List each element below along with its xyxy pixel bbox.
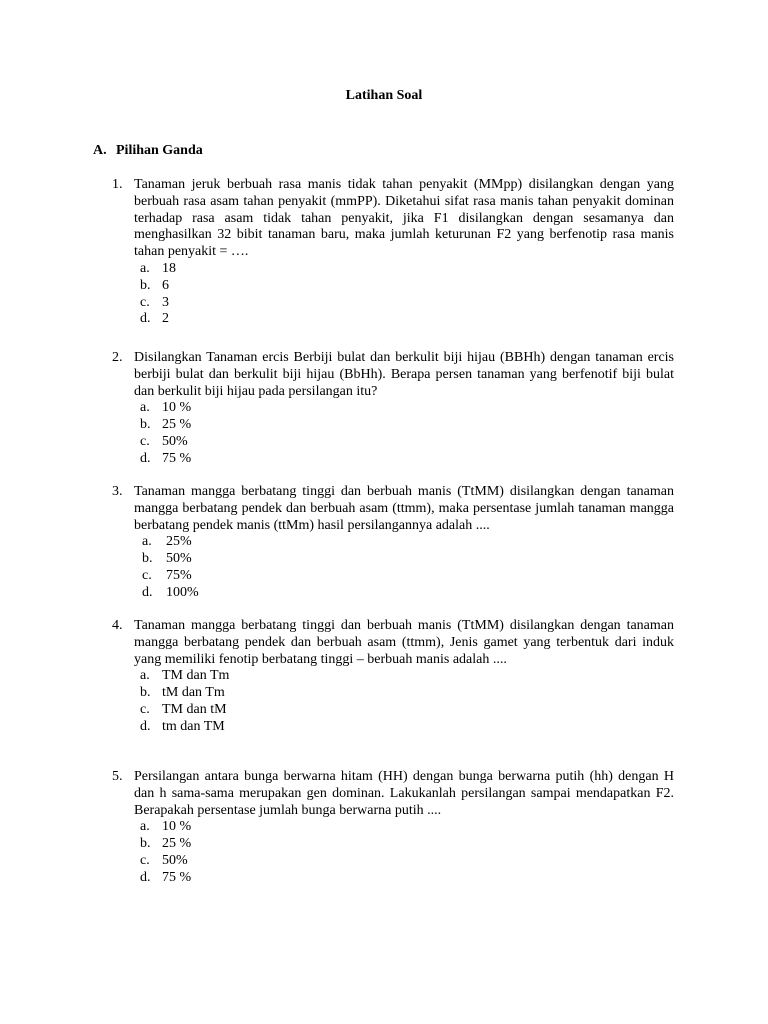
option-b — [142, 551, 674, 568]
option-text: 10 % — [162, 819, 192, 835]
option-letter: c. — [140, 433, 150, 449]
option-b — [140, 836, 674, 853]
option-letter: d. — [140, 450, 151, 466]
option-letter: d. — [140, 869, 151, 885]
option-letter: d. — [140, 311, 151, 327]
section-heading — [93, 143, 203, 159]
question-number: 2. — [112, 350, 123, 365]
option-a — [140, 261, 674, 278]
question-number: 3. — [112, 484, 123, 499]
option-text: 50% — [166, 551, 192, 567]
option-letter: a. — [140, 819, 150, 835]
option-letter: b. — [140, 277, 151, 293]
option-letter: c. — [140, 852, 150, 868]
option-a — [142, 534, 674, 551]
option-text: 25% — [166, 534, 192, 550]
option-d — [140, 719, 674, 736]
option-text: 75 % — [162, 450, 192, 466]
option-letter: b. — [140, 685, 151, 701]
option-text: 18 — [162, 260, 176, 276]
option-d — [140, 311, 674, 328]
question-5 — [112, 769, 674, 887]
option-text: tm dan TM — [162, 718, 225, 734]
option-text: TM dan Tm — [162, 668, 230, 684]
option-text: 75 % — [162, 869, 192, 885]
option-b — [140, 417, 674, 434]
option-text: 100% — [166, 584, 199, 600]
option-b — [140, 685, 674, 702]
option-letter: b. — [140, 836, 151, 852]
option-text: TM dan tM — [162, 701, 227, 717]
option-letter: b. — [140, 417, 151, 433]
question-number: 1. — [112, 177, 123, 192]
option-text: 50% — [162, 852, 188, 868]
option-letter: a. — [140, 668, 150, 684]
option-letter: a. — [140, 400, 150, 416]
option-text: 6 — [162, 277, 169, 293]
option-d — [142, 585, 674, 602]
answer-options — [140, 668, 674, 735]
question-text: Persilangan antara bunga berwarna hitam (HH) dengan bunga berwarna putih (hh) dengan H dan h sama-sama merupakan gen dominan. Lakukanlah persilangan sampai mendapatkan F2. Berapakah persentase jumlah bunga berwarna putih .... — [134, 769, 674, 818]
option-text: 2 — [162, 311, 169, 327]
answer-options — [140, 819, 674, 886]
question-text: Tanaman jeruk berbuah rasa manis tidak tahan penyakit (MMpp) disilangkan dengan yang berbuah rasa asam tahan penyakit (mmPP). Diketahui sifat rasa manis tahan penyakit dominan terhadap rasa asam tidak tahan penyakit, jika F1 disilangkan dengan sesamanya dan menghasilkan 32 bibit tanaman baru, maka jumlah keturunan F2 yang berfenotip rasa manis tahan penyakit = …. — [134, 177, 674, 260]
option-text: 75% — [166, 567, 192, 583]
option-b — [140, 278, 674, 295]
option-c — [140, 853, 674, 870]
section-label: Pilihan Ganda — [116, 143, 203, 158]
option-a — [140, 819, 674, 836]
option-letter: d. — [142, 584, 153, 600]
option-c — [140, 295, 674, 312]
question-2 — [112, 350, 674, 468]
option-letter: c. — [140, 701, 150, 717]
option-text: 50% — [162, 433, 188, 449]
option-text: 25 % — [162, 417, 192, 433]
option-c — [142, 568, 674, 585]
option-text: 10 % — [162, 400, 192, 416]
option-letter: b. — [142, 551, 153, 567]
option-c — [140, 434, 674, 451]
option-c — [140, 702, 674, 719]
option-letter: a. — [140, 260, 150, 276]
page-title: Latihan Soal — [345, 88, 423, 103]
option-text: 25 % — [162, 836, 192, 852]
option-a — [140, 400, 674, 417]
option-text: 3 — [162, 294, 169, 310]
question-number: 5. — [112, 769, 123, 784]
question-1 — [112, 177, 674, 328]
option-text: tM dan Tm — [162, 685, 225, 701]
option-letter: c. — [142, 567, 152, 583]
option-d — [140, 451, 674, 468]
option-d — [140, 870, 674, 887]
option-a — [140, 668, 674, 685]
option-letter: d. — [140, 718, 151, 734]
answer-options — [142, 534, 674, 601]
question-text: Tanaman mangga berbatang tinggi dan berbuah manis (TtMM) disilangkan dengan tanaman mangga berbatang pendek dan berbuah asam (ttmm), maka persentase jumlah tanaman mangga berbatang pendek manis (ttMm) hasil persilangannya adalah .... — [134, 484, 674, 533]
question-text: Tanaman mangga berbatang tinggi dan berbuah manis (TtMM) disilangkan dengan tanaman mangga berbatang pendek dan berbuah asam (ttmm), Jenis gamet yang terbentuk dari induk yang memiliki fenotip berbatang tinggi – berbuah manis adalah .... — [134, 618, 674, 667]
question-text: Disilangkan Tanaman ercis Berbiji bulat dan berkulit biji hijau (BBHh) dengan tanaman ercis berbiji bulat dan berkulit biji hijau (BbHh). Berapa persen tanaman yang berfenotif biji bulat dan berkulit biji hijau pada persilangan itu? — [134, 350, 674, 399]
question-3 — [112, 484, 674, 602]
section-letter: A. — [93, 143, 107, 158]
answer-options — [140, 400, 674, 467]
question-number: 4. — [112, 618, 123, 633]
answer-options — [140, 261, 674, 328]
question-4 — [112, 618, 674, 736]
option-letter: c. — [140, 294, 150, 310]
option-letter: a. — [142, 534, 152, 550]
